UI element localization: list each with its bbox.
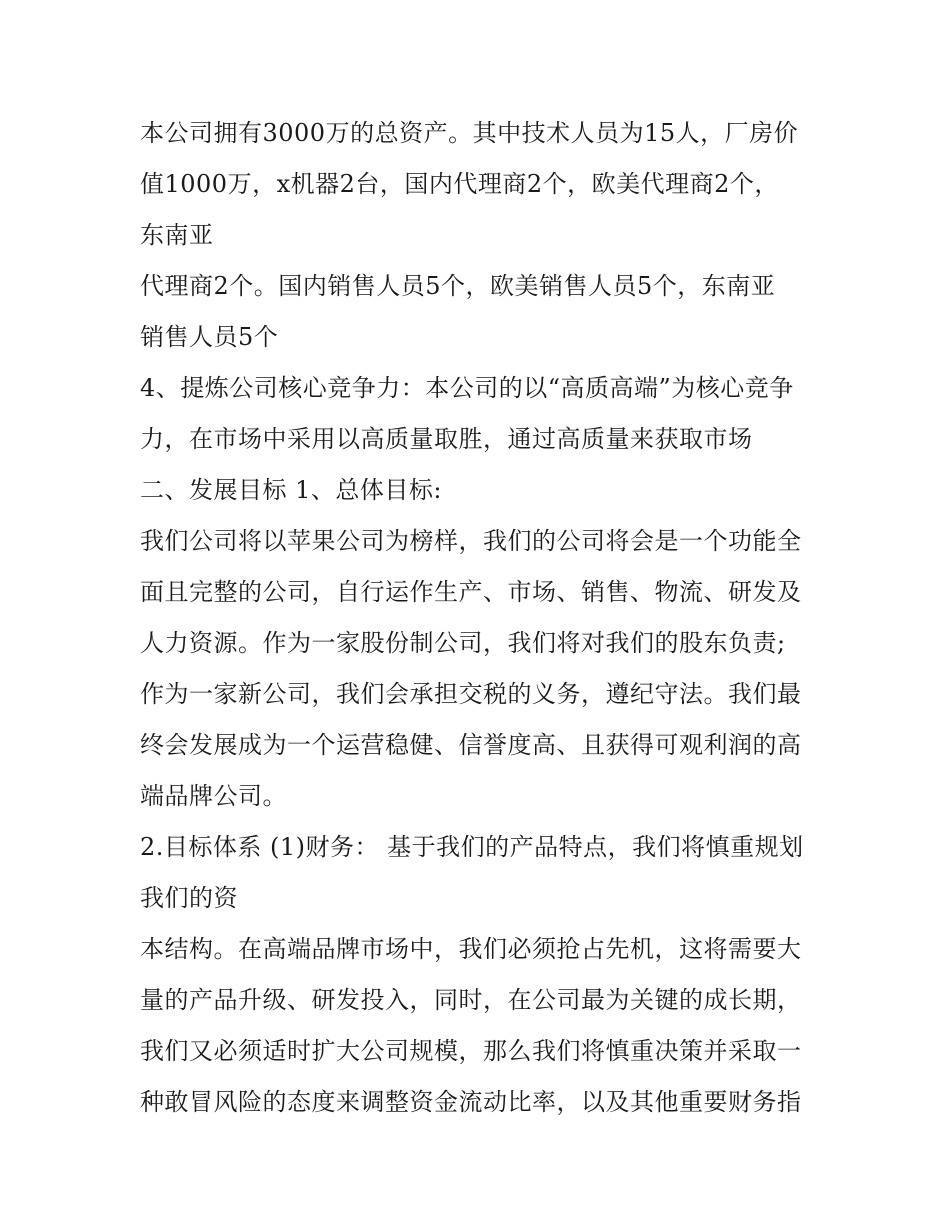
text-line: 本公司拥有3000万的总资产。其中技术人员为15人，厂房价 [140,119,799,147]
section-heading-goal-system: 2.目标体系 (1)财务： 基于我们的产品特点，我们将慎重规划 [140,833,804,861]
text-line: 终会发展成为一个运营稳健、信誉度高、且获得可观利润的高 [140,731,802,759]
text-line: 销售人员5个 [140,323,279,351]
text-line: 值1000万，x机器2台，国内代理商2个，欧美代理商2个， [140,170,779,198]
text-line: 种敢冒风险的态度来调整资金流动比率，以及其他重要财务指 [140,1088,802,1116]
text-line: 力，在市场中采用以高质量取胜，通过高质量来获取市场 [140,425,753,453]
section-heading-core-competitiveness: 4、提炼公司核心竞争力：本公司的以“高质高端”为核心竞争 [140,374,794,402]
text-line: 本结构。在高端品牌市场中，我们必须抢占先机，这将需要大 [140,935,802,963]
text-line: 人力资源。作为一家股份制公司，我们将对我们的股东负责; [140,629,786,657]
text-line: 代理商2个。国内销售人员5个，欧美销售人员5个，东南亚 [140,272,776,300]
text-line: 面且完整的公司，自行运作生产、市场、销售、物流、研发及 [140,578,802,606]
document-body [140,108,820,1128]
text-line: 东南亚 [140,221,214,249]
text-line: 我们的资 [140,884,238,912]
text-line: 作为一家新公司，我们会承担交税的义务，遵纪守法。我们最 [140,680,802,708]
text-line: 量的产品升级、研发投入，同时，在公司最为关键的成长期， [140,986,802,1014]
text-line: 端品牌公司。 [140,782,287,810]
text-line: 我们公司将以苹果公司为榜样，我们的公司将会是一个功能全 [140,527,802,555]
text-line: 我们又必须适时扩大公司规模，那么我们将慎重决策并采取一 [140,1037,802,1065]
section-heading-development-goals: 二、发展目标 1、总体目标: [140,476,442,504]
